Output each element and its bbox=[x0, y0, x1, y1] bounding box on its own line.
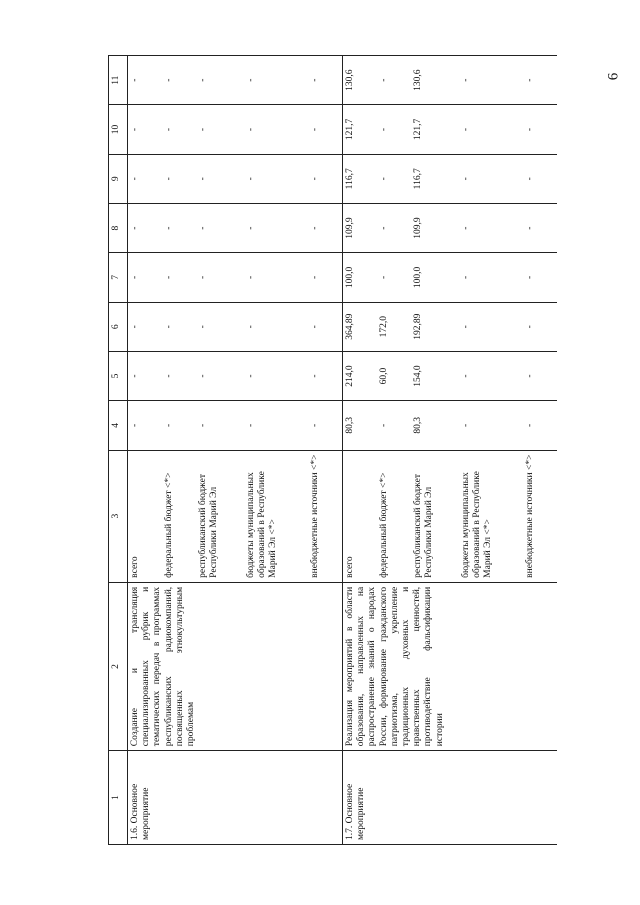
col-header-2: 2 bbox=[109, 582, 128, 750]
funding-value: - bbox=[308, 56, 343, 105]
funding-source: бюджеты муниципальных образований в Республике Марий Эл <*> bbox=[244, 450, 308, 582]
funding-source: бюджеты муниципальных образований в Республике Марий Эл <*> bbox=[459, 450, 523, 582]
col-header-9: 9 bbox=[109, 154, 128, 203]
funding-source: республиканский бюджет Республики Марий Эл bbox=[196, 450, 244, 582]
funding-value: - bbox=[162, 351, 196, 400]
funding-value: - bbox=[308, 105, 343, 154]
page-number: 6 bbox=[605, 72, 622, 81]
funding-value: - bbox=[459, 302, 523, 351]
funding-value: 214,0 bbox=[343, 351, 378, 400]
funding-value: - bbox=[308, 203, 343, 252]
column-number-row bbox=[109, 56, 128, 845]
activity-title: Создание и трансляция специализированных рубрик и тематических передач в программах республиканских радиокомпаний, посвященных этнокультурным проблемам bbox=[128, 582, 343, 750]
funding-value: - bbox=[459, 56, 523, 105]
activity-title: Реализация мероприятий в области образования, направленных на распространение знаний о народах России, формирование гражданского патриотизма, укрепление традиционных духовных и нравственных ценностей, противодействие фальсификации истории bbox=[343, 582, 558, 750]
funding-source: всего bbox=[343, 450, 378, 582]
funding-value: - bbox=[377, 56, 411, 105]
funding-value: - bbox=[308, 401, 343, 450]
funding-value: - bbox=[377, 253, 411, 302]
funding-value: 80,3 bbox=[411, 401, 459, 450]
funding-value: - bbox=[459, 203, 523, 252]
funding-value: - bbox=[459, 253, 523, 302]
funding-value: - bbox=[162, 253, 196, 302]
col-header-4: 4 bbox=[109, 401, 128, 450]
funding-value: - bbox=[523, 154, 557, 203]
funding-value: - bbox=[244, 56, 308, 105]
funding-value: - bbox=[196, 351, 244, 400]
funding-value: - bbox=[196, 253, 244, 302]
funding-value: - bbox=[128, 401, 163, 450]
funding-value: - bbox=[128, 203, 163, 252]
funding-source: республиканский бюджет Республики Марий Эл bbox=[411, 450, 459, 582]
funding-value: - bbox=[523, 56, 557, 105]
col-header-3: 3 bbox=[109, 450, 128, 582]
funding-value: - bbox=[128, 351, 163, 400]
activity-code: 1.7. Основное мероприятие bbox=[343, 751, 558, 845]
funding-source: внебюджетные источники <*> bbox=[308, 450, 343, 582]
funding-value: 192,89 bbox=[411, 302, 459, 351]
col-header-1: 1 bbox=[109, 751, 128, 845]
funding-value: - bbox=[162, 401, 196, 450]
funding-value: - bbox=[196, 203, 244, 252]
rotated-table-wrapper bbox=[108, 55, 553, 845]
funding-value: - bbox=[523, 203, 557, 252]
table-row bbox=[343, 56, 378, 845]
funding-value: - bbox=[196, 302, 244, 351]
funding-value: - bbox=[162, 105, 196, 154]
col-header-7: 7 bbox=[109, 253, 128, 302]
funding-value: - bbox=[162, 154, 196, 203]
funding-value: - bbox=[196, 154, 244, 203]
funding-value: - bbox=[523, 351, 557, 400]
funding-value: 121,7 bbox=[411, 105, 459, 154]
funding-value: 130,6 bbox=[411, 56, 459, 105]
funding-value: - bbox=[128, 253, 163, 302]
funding-value: - bbox=[196, 56, 244, 105]
col-header-6: 6 bbox=[109, 302, 128, 351]
funding-value: - bbox=[377, 203, 411, 252]
funding-value: 364,89 bbox=[343, 302, 378, 351]
funding-value: - bbox=[523, 253, 557, 302]
funding-source: внебюджетные источники <*> bbox=[523, 450, 557, 582]
funding-value: 100,0 bbox=[411, 253, 459, 302]
funding-value: - bbox=[162, 203, 196, 252]
funding-value: 80,3 bbox=[343, 401, 378, 450]
funding-value: - bbox=[377, 154, 411, 203]
funding-value: - bbox=[244, 105, 308, 154]
funding-value: - bbox=[244, 253, 308, 302]
funding-value: - bbox=[128, 56, 163, 105]
col-header-5: 5 bbox=[109, 351, 128, 400]
funding-source: всего bbox=[128, 450, 163, 582]
funding-value: - bbox=[244, 203, 308, 252]
funding-value: - bbox=[523, 302, 557, 351]
funding-value: 109,9 bbox=[411, 203, 459, 252]
funding-value: - bbox=[128, 154, 163, 203]
funding-value: - bbox=[377, 401, 411, 450]
funding-value: 116,7 bbox=[411, 154, 459, 203]
funding-source: федеральный бюджет <*> bbox=[377, 450, 411, 582]
table-body bbox=[128, 56, 558, 845]
funding-value: 100,0 bbox=[343, 253, 378, 302]
funding-value: - bbox=[523, 105, 557, 154]
funding-value: - bbox=[244, 401, 308, 450]
funding-value: 116,7 bbox=[343, 154, 378, 203]
funding-value: 109,9 bbox=[343, 203, 378, 252]
col-header-10: 10 bbox=[109, 105, 128, 154]
funding-value: - bbox=[308, 253, 343, 302]
funding-value: - bbox=[196, 105, 244, 154]
funding-value: - bbox=[244, 351, 308, 400]
table-row bbox=[128, 56, 163, 845]
funding-value: - bbox=[308, 351, 343, 400]
funding-value: 60,0 bbox=[377, 351, 411, 400]
funding-value: 172,0 bbox=[377, 302, 411, 351]
funding-value: - bbox=[308, 154, 343, 203]
funding-value: 130,6 bbox=[343, 56, 378, 105]
col-header-8: 8 bbox=[109, 203, 128, 252]
funding-value: - bbox=[162, 302, 196, 351]
funding-value: - bbox=[523, 401, 557, 450]
funding-value: 121,7 bbox=[343, 105, 378, 154]
funding-value: 154,0 bbox=[411, 351, 459, 400]
funding-value: - bbox=[128, 105, 163, 154]
activity-code: 1.6. Основное мероприятие bbox=[128, 751, 343, 845]
funding-value: - bbox=[459, 351, 523, 400]
funding-value: - bbox=[244, 302, 308, 351]
funding-value: - bbox=[244, 154, 308, 203]
funding-source: федеральный бюджет <*> bbox=[162, 450, 196, 582]
funding-value: - bbox=[459, 105, 523, 154]
funding-value: - bbox=[459, 401, 523, 450]
funding-value: - bbox=[162, 56, 196, 105]
funding-value: - bbox=[196, 401, 244, 450]
funding-value: - bbox=[377, 105, 411, 154]
col-header-11: 11 bbox=[109, 56, 128, 105]
funding-value: - bbox=[128, 302, 163, 351]
funding-value: - bbox=[308, 302, 343, 351]
funding-value: - bbox=[459, 154, 523, 203]
funding-table bbox=[108, 55, 557, 845]
